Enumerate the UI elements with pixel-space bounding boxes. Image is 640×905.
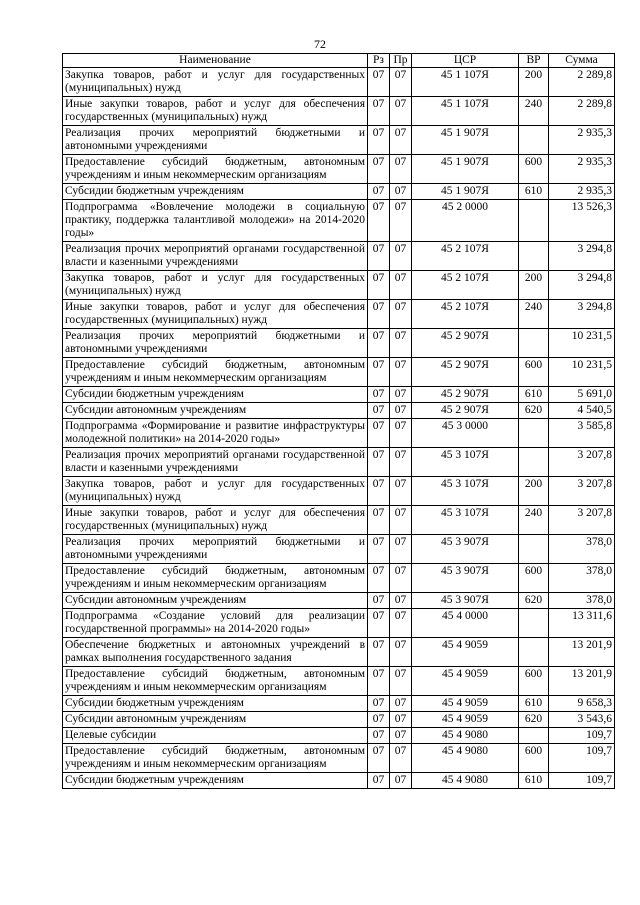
cell-pr: 07 <box>390 477 412 506</box>
cell-sum: 109,7 <box>549 744 615 773</box>
cell-vr <box>519 200 549 242</box>
table-row <box>63 712 615 728</box>
cell-rz: 07 <box>368 728 390 744</box>
cell-csr: 45 4 9059 <box>412 667 519 696</box>
cell-rz: 07 <box>368 200 390 242</box>
cell-vr: 610 <box>519 696 549 712</box>
cell-vr: 240 <box>519 97 549 126</box>
table-row <box>63 667 615 696</box>
cell-name: Предоставление субсидий бюджетным, автономным учреждениям и иным некоммерческим организациям <box>63 667 368 696</box>
cell-csr: 45 3 107Я <box>412 477 519 506</box>
cell-pr: 07 <box>390 535 412 564</box>
cell-rz: 07 <box>368 506 390 535</box>
page-number: 72 <box>314 37 326 51</box>
cell-vr <box>519 242 549 271</box>
table-row <box>63 638 615 667</box>
cell-rz: 07 <box>368 773 390 789</box>
cell-name: Подпрограмма «Создание условий для реализации государственной программы» на 2014-2020 годы» <box>63 609 368 638</box>
cell-pr: 07 <box>390 419 412 448</box>
cell-pr: 07 <box>390 448 412 477</box>
cell-sum: 2 289,8 <box>549 97 615 126</box>
cell-sum: 3 207,8 <box>549 448 615 477</box>
cell-rz: 07 <box>368 271 390 300</box>
cell-rz: 07 <box>368 564 390 593</box>
cell-vr: 600 <box>519 358 549 387</box>
cell-rz: 07 <box>368 419 390 448</box>
table-row <box>63 329 615 358</box>
cell-sum: 13 201,9 <box>549 667 615 696</box>
cell-csr: 45 2 907Я <box>412 358 519 387</box>
cell-sum: 109,7 <box>549 773 615 789</box>
cell-csr: 45 1 907Я <box>412 184 519 200</box>
table-row <box>63 184 615 200</box>
cell-rz: 07 <box>368 712 390 728</box>
cell-pr: 07 <box>390 97 412 126</box>
cell-name: Иные закупки товаров, работ и услуг для обеспечения государственных (муниципальных) нужд <box>63 300 368 329</box>
cell-vr <box>519 609 549 638</box>
table-row <box>63 387 615 403</box>
cell-csr: 45 2 107Я <box>412 271 519 300</box>
cell-rz: 07 <box>368 300 390 329</box>
table-row <box>63 728 615 744</box>
cell-vr <box>519 728 549 744</box>
cell-csr: 45 4 9080 <box>412 728 519 744</box>
cell-rz: 07 <box>368 403 390 419</box>
cell-csr: 45 2 107Я <box>412 242 519 271</box>
cell-sum: 2 935,3 <box>549 155 615 184</box>
cell-vr: 600 <box>519 744 549 773</box>
cell-pr: 07 <box>390 329 412 358</box>
cell-sum: 2 935,3 <box>549 184 615 200</box>
cell-pr: 07 <box>390 242 412 271</box>
cell-name: Закупка товаров, работ и услуг для государственных (муниципальных) нужд <box>63 271 368 300</box>
cell-csr: 45 4 9059 <box>412 638 519 667</box>
cell-rz: 07 <box>368 609 390 638</box>
cell-pr: 07 <box>390 387 412 403</box>
table-row <box>63 564 615 593</box>
cell-pr: 07 <box>390 712 412 728</box>
table-row <box>63 300 615 329</box>
cell-vr: 600 <box>519 564 549 593</box>
budget-table <box>62 53 615 789</box>
header-row <box>63 54 615 68</box>
cell-rz: 07 <box>368 97 390 126</box>
cell-rz: 07 <box>368 329 390 358</box>
cell-name: Целевые субсидии <box>63 728 368 744</box>
cell-rz: 07 <box>368 155 390 184</box>
cell-name: Иные закупки товаров, работ и услуг для обеспечения государственных (муниципальных) нужд <box>63 97 368 126</box>
cell-name: Субсидии бюджетным учреждениям <box>63 773 368 789</box>
cell-vr <box>519 638 549 667</box>
cell-pr: 07 <box>390 126 412 155</box>
cell-pr: 07 <box>390 68 412 97</box>
header-sum: Сумма <box>549 54 615 68</box>
header-rz: Рз <box>368 54 390 68</box>
cell-csr: 45 4 9059 <box>412 712 519 728</box>
cell-csr: 45 1 907Я <box>412 155 519 184</box>
cell-name: Закупка товаров, работ и услуг для государственных (муниципальных) нужд <box>63 477 368 506</box>
table-row <box>63 535 615 564</box>
cell-name: Субсидии автономным учреждениям <box>63 403 368 419</box>
table-row <box>63 744 615 773</box>
cell-sum: 2 935,3 <box>549 126 615 155</box>
table-header <box>63 54 615 68</box>
table-row <box>63 358 615 387</box>
cell-sum: 109,7 <box>549 728 615 744</box>
table-row <box>63 242 615 271</box>
cell-vr: 620 <box>519 593 549 609</box>
cell-rz: 07 <box>368 68 390 97</box>
cell-pr: 07 <box>390 773 412 789</box>
cell-sum: 9 658,3 <box>549 696 615 712</box>
cell-pr: 07 <box>390 184 412 200</box>
cell-pr: 07 <box>390 271 412 300</box>
cell-sum: 13 201,9 <box>549 638 615 667</box>
cell-name: Субсидии автономным учреждениям <box>63 712 368 728</box>
cell-sum: 13 311,6 <box>549 609 615 638</box>
table-row <box>63 200 615 242</box>
cell-vr: 620 <box>519 403 549 419</box>
cell-pr: 07 <box>390 564 412 593</box>
cell-sum: 13 526,3 <box>549 200 615 242</box>
cell-rz: 07 <box>368 744 390 773</box>
header-vr: ВР <box>519 54 549 68</box>
cell-vr: 240 <box>519 300 549 329</box>
cell-name: Предоставление субсидий бюджетным, автономным учреждениям и иным некоммерческим организациям <box>63 564 368 593</box>
cell-csr: 45 2 907Я <box>412 403 519 419</box>
cell-csr: 45 2 907Я <box>412 329 519 358</box>
cell-name: Реализация прочих мероприятий органами государственной власти и казенными учреждениями <box>63 242 368 271</box>
cell-csr: 45 1 107Я <box>412 97 519 126</box>
cell-csr: 45 4 9080 <box>412 773 519 789</box>
header-pr: Пр <box>390 54 412 68</box>
cell-csr: 45 2 107Я <box>412 300 519 329</box>
cell-name: Предоставление субсидий бюджетным, автономным учреждениям и иным некоммерческим организациям <box>63 358 368 387</box>
cell-vr: 600 <box>519 667 549 696</box>
table-row <box>63 609 615 638</box>
cell-name: Субсидии бюджетным учреждениям <box>63 387 368 403</box>
cell-rz: 07 <box>368 696 390 712</box>
header-csr: ЦСР <box>412 54 519 68</box>
table-row <box>63 155 615 184</box>
table-row <box>63 97 615 126</box>
table-row <box>63 773 615 789</box>
cell-pr: 07 <box>390 696 412 712</box>
cell-pr: 07 <box>390 609 412 638</box>
cell-sum: 3 207,8 <box>549 506 615 535</box>
cell-csr: 45 4 9080 <box>412 744 519 773</box>
cell-vr: 610 <box>519 773 549 789</box>
cell-rz: 07 <box>368 535 390 564</box>
table-row <box>63 271 615 300</box>
cell-sum: 10 231,5 <box>549 329 615 358</box>
cell-pr: 07 <box>390 300 412 329</box>
cell-vr <box>519 535 549 564</box>
cell-csr: 45 3 107Я <box>412 506 519 535</box>
cell-name: Реализация прочих мероприятий бюджетными и автономными учреждениями <box>63 126 368 155</box>
cell-vr: 200 <box>519 271 549 300</box>
cell-sum: 3 294,8 <box>549 300 615 329</box>
cell-rz: 07 <box>368 184 390 200</box>
cell-name: Реализация прочих мероприятий бюджетными и автономными учреждениями <box>63 329 368 358</box>
cell-rz: 07 <box>368 638 390 667</box>
table-row <box>63 126 615 155</box>
cell-pr: 07 <box>390 403 412 419</box>
cell-vr: 600 <box>519 155 549 184</box>
table-row <box>63 593 615 609</box>
cell-name: Субсидии бюджетным учреждениям <box>63 696 368 712</box>
cell-sum: 2 289,8 <box>549 68 615 97</box>
cell-name: Реализация прочих мероприятий органами государственной власти и казенными учреждениями <box>63 448 368 477</box>
cell-pr: 07 <box>390 593 412 609</box>
cell-vr <box>519 419 549 448</box>
cell-sum: 3 207,8 <box>549 477 615 506</box>
cell-name: Субсидии автономным учреждениям <box>63 593 368 609</box>
cell-csr: 45 1 107Я <box>412 68 519 97</box>
cell-sum: 3 294,8 <box>549 242 615 271</box>
cell-name: Реализация прочих мероприятий бюджетными и автономными учреждениями <box>63 535 368 564</box>
cell-rz: 07 <box>368 593 390 609</box>
table-row <box>63 506 615 535</box>
cell-csr: 45 3 907Я <box>412 535 519 564</box>
cell-sum: 3 585,8 <box>549 419 615 448</box>
cell-pr: 07 <box>390 155 412 184</box>
cell-csr: 45 3 907Я <box>412 593 519 609</box>
cell-rz: 07 <box>368 448 390 477</box>
cell-rz: 07 <box>368 242 390 271</box>
cell-name: Предоставление субсидий бюджетным, автономным учреждениям и иным некоммерческим организациям <box>63 744 368 773</box>
cell-sum: 10 231,5 <box>549 358 615 387</box>
table-body <box>63 68 615 789</box>
cell-vr: 620 <box>519 712 549 728</box>
cell-name: Обеспечение бюджетных и автономных учреждений в рамках выполнения государственного задания <box>63 638 368 667</box>
cell-pr: 07 <box>390 506 412 535</box>
table-row <box>63 68 615 97</box>
cell-sum: 378,0 <box>549 535 615 564</box>
cell-pr: 07 <box>390 200 412 242</box>
cell-sum: 378,0 <box>549 593 615 609</box>
cell-vr <box>519 448 549 477</box>
cell-sum: 378,0 <box>549 564 615 593</box>
cell-vr: 200 <box>519 477 549 506</box>
cell-csr: 45 4 0000 <box>412 609 519 638</box>
cell-pr: 07 <box>390 667 412 696</box>
header-name: Наименование <box>63 54 368 68</box>
cell-vr <box>519 329 549 358</box>
cell-rz: 07 <box>368 667 390 696</box>
table-row <box>63 696 615 712</box>
cell-vr: 240 <box>519 506 549 535</box>
cell-pr: 07 <box>390 638 412 667</box>
cell-pr: 07 <box>390 728 412 744</box>
cell-rz: 07 <box>368 358 390 387</box>
cell-name: Предоставление субсидий бюджетным, автономным учреждениям и иным некоммерческим организациям <box>63 155 368 184</box>
cell-vr <box>519 126 549 155</box>
cell-sum: 5 691,0 <box>549 387 615 403</box>
cell-pr: 07 <box>390 358 412 387</box>
cell-csr: 45 3 107Я <box>412 448 519 477</box>
cell-name: Субсидии бюджетным учреждениям <box>63 184 368 200</box>
cell-vr: 610 <box>519 387 549 403</box>
cell-sum: 3 543,6 <box>549 712 615 728</box>
cell-csr: 45 1 907Я <box>412 126 519 155</box>
cell-name: Иные закупки товаров, работ и услуг для обеспечения государственных (муниципальных) нужд <box>63 506 368 535</box>
cell-csr: 45 2 0000 <box>412 200 519 242</box>
cell-rz: 07 <box>368 126 390 155</box>
table-row <box>63 403 615 419</box>
cell-pr: 07 <box>390 744 412 773</box>
cell-sum: 3 294,8 <box>549 271 615 300</box>
cell-rz: 07 <box>368 387 390 403</box>
table-row <box>63 448 615 477</box>
cell-name: Подпрограмма «Вовлечение молодежи в социальную практику, поддержка талантливой молодежи» на 2014-2020 годы» <box>63 200 368 242</box>
cell-sum: 4 540,5 <box>549 403 615 419</box>
cell-csr: 45 3 907Я <box>412 564 519 593</box>
cell-vr: 610 <box>519 184 549 200</box>
cell-rz: 07 <box>368 477 390 506</box>
cell-name: Подпрограмма «Формирование и развитие инфраструктуры молодежной политики» на 2014-2020 годы» <box>63 419 368 448</box>
cell-csr: 45 4 9059 <box>412 696 519 712</box>
table-row <box>63 419 615 448</box>
cell-csr: 45 2 907Я <box>412 387 519 403</box>
table-row <box>63 477 615 506</box>
cell-vr: 200 <box>519 68 549 97</box>
cell-name: Закупка товаров, работ и услуг для государственных (муниципальных) нужд <box>63 68 368 97</box>
cell-csr: 45 3 0000 <box>412 419 519 448</box>
